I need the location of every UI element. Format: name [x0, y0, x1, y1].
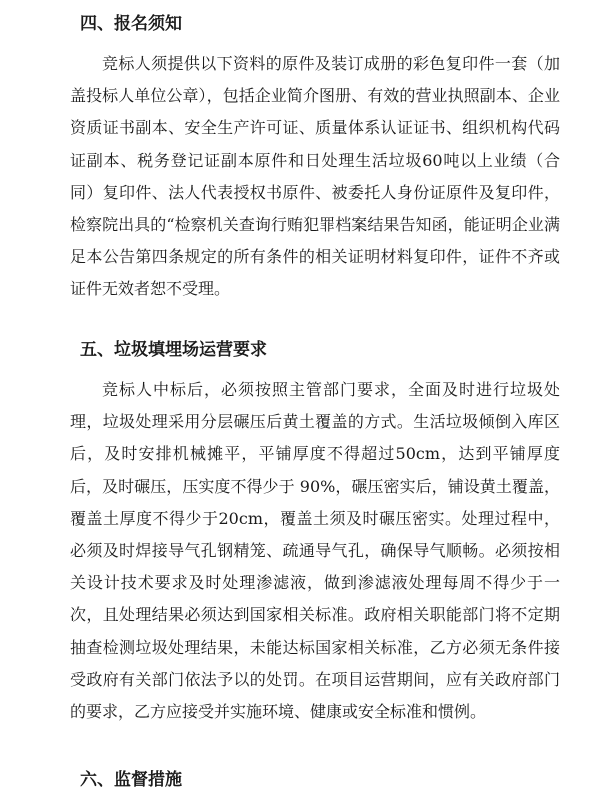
section-4-body: 竞标人须提供以下资料的原件及装订成册的彩色复印件一套（加盖投标人单位公章），包括企业简介图册、有效的营业执照副本、企业资质证书副本、安全生产许可证、质量体系认证证书、组织机构代码证副本、税务登记证副本原件和日处理生活垃圾60吨以上业绩（合同）复印件、法人代表授权书原件、被委托人身份证原件及复印件，检察院出具的“检察机关查询行贿犯罪档案结果告知函，能证明企业满足本公告第四条规定的所有条件的相关证明材料复印件，证件不齐或证件无效者恕不受理。	[70, 54, 560, 299]
section-4-heading: 四、报名须知	[80, 14, 182, 34]
section-5-body: 竞标人中标后，必须按照主管部门要求，全面及时进行垃圾处理，垃圾处理采用分层碾压后黄土覆盖的方式。生活垃圾倾倒入库区后，及时安排机械摊平，平铺厚度不得超过50cm，达到平铺厚度后，及时碾压，压实度不得少于 90%，碾压密实后，铺设黄土覆盖，覆盖土厚度不得少于20cm，覆盖土须及时碾压密实。处理过程中，必须及时焊接导气孔钢精笼、疏通导气孔，确保导气顺畅。必须按相关设计技术要求及时处理渗滤液，做到渗滤液处理每周不得少于一次，且处理结果必须达到国家相关标准。政府相关职能部门将不定期抽查检测垃圾处理结果，未能达标国家相关标准，乙方必须无条件接受政府有关部门依法予以的处罚。在项目运营期间，应有关政府部门的要求，乙方应接受并实施环境、健康或安全标准和惯例。	[70, 380, 560, 722]
section-6-heading: 六、监督措施	[80, 770, 182, 790]
section-5-heading: 五、垃圾填埋场运营要求	[80, 340, 267, 360]
